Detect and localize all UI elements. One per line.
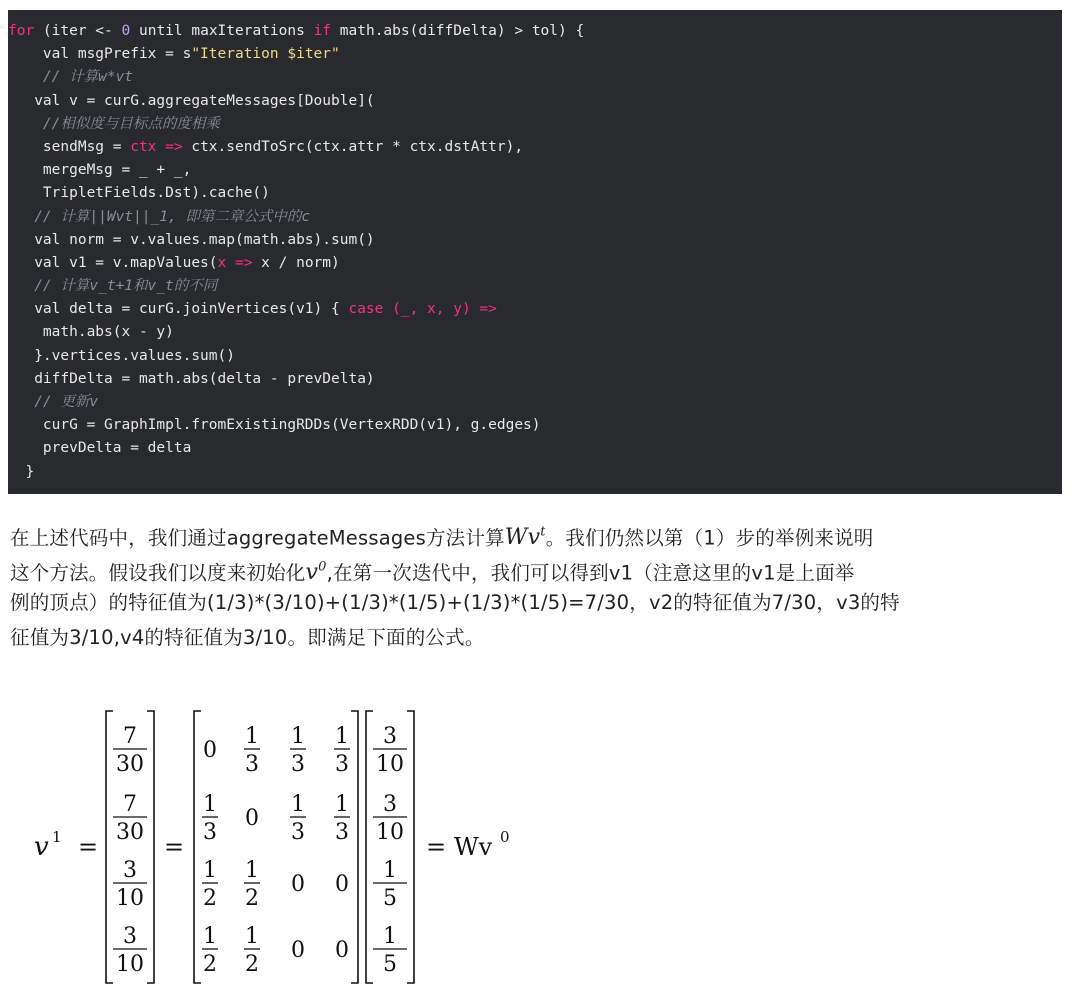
code-line (8, 206, 1062, 229)
fraction-numerator: 1 (335, 792, 349, 817)
right-bracket (407, 711, 414, 983)
fraction-denominator: 3 (291, 752, 305, 777)
matrix-equation (30, 705, 550, 990)
code-token: sendMsg = (8, 138, 131, 155)
code-token: if (313, 23, 332, 39)
fraction-numerator: 1 (245, 724, 259, 749)
code-token: val delta = curG.joinVertices(v1) { (8, 301, 349, 318)
code-line (8, 159, 1062, 182)
math-symbol-v0: $v^0$ (305, 560, 327, 585)
code-token: // 计算||Wvt||_1, 即第二章公式中的c (34, 208, 311, 225)
text-segment: ,在第一次迭代中，我们可以得到v1（注意这里的v1是上面举 (326, 561, 855, 585)
right-bracket (351, 711, 358, 983)
code-token (8, 278, 34, 294)
fraction-denominator: 2 (245, 952, 259, 977)
left-bracket (106, 711, 113, 983)
fraction-denominator: 3 (291, 820, 305, 845)
rhs-superscript: 0 (500, 828, 510, 846)
fraction-denominator: 2 (203, 886, 217, 911)
code-token: diffDelta = math.abs(delta - prevDelta) (8, 370, 375, 387)
fraction-denominator: 3 (245, 752, 259, 777)
code-line (8, 182, 1062, 205)
equation-svg (30, 705, 550, 990)
fraction-numerator: 3 (383, 792, 397, 817)
code-line (8, 321, 1062, 344)
fraction-denominator: 5 (383, 952, 397, 977)
text-segment: 。我们仍然以第（1）步的举例来说明 (545, 526, 874, 550)
right-bracket (147, 711, 154, 983)
code-line (8, 275, 1062, 298)
code-line (8, 414, 1062, 437)
fraction-numerator: 1 (203, 858, 217, 883)
code-token: curG = GraphImpl.fromExistingRDDs(VertexRDD(v1), g.edges) (8, 417, 541, 434)
code-line (8, 113, 1062, 136)
code-token: (iter <- (34, 23, 122, 39)
lhs-superscript: 1 (52, 828, 62, 846)
fraction-numerator: 1 (245, 858, 259, 883)
code-token: prevDelta = delta (8, 440, 192, 457)
fraction-denominator: 3 (335, 752, 349, 777)
fraction-denominator: 5 (383, 886, 397, 911)
fraction-denominator: 2 (203, 952, 217, 977)
code-token: until maxIterations (130, 23, 314, 39)
matrix-entry: 0 (203, 738, 217, 763)
code-line (8, 298, 1062, 321)
fraction-numerator: 1 (291, 792, 305, 817)
fraction-numerator: 7 (123, 724, 137, 749)
fraction-denominator: 3 (335, 820, 349, 845)
fraction-numerator: 1 (335, 724, 349, 749)
code-token: // 计算v_t+1和v_t的不同 (34, 278, 218, 295)
code-token: val norm = v.values.map(math.abs).sum() (8, 231, 375, 248)
text-segment: 这个方法。假设我们以度来初始化 (10, 561, 306, 585)
code-line (8, 66, 1062, 89)
code-line (8, 368, 1062, 391)
code-token (8, 116, 43, 132)
code-token: // 更新v (34, 394, 99, 410)
lhs-symbol: v (34, 832, 49, 862)
code-token: val msgPrefix = s (8, 46, 192, 63)
math-symbol-wvt: Wv$^t$ (504, 525, 546, 550)
code-line (8, 20, 1062, 43)
code-token: case (_, x, y) => (348, 301, 497, 318)
rhs-symbol: Wv (454, 833, 493, 861)
code-line (8, 391, 1062, 414)
code-line (8, 461, 1062, 484)
left-bracket (366, 711, 373, 983)
fraction-numerator: 3 (383, 724, 397, 749)
fraction-numerator: 1 (245, 924, 259, 949)
code-token: x / norm) (252, 254, 340, 271)
code-token: ctx => (130, 138, 183, 155)
fraction-denominator: 3 (203, 820, 217, 845)
fraction-denominator: 2 (245, 886, 259, 911)
fraction-denominator: 10 (116, 952, 144, 977)
code-token: mergeMsg = _ + _, (8, 162, 192, 179)
code-token: }.vertices.values.sum() (8, 347, 235, 364)
code-token: } (8, 463, 35, 480)
code-token (8, 209, 34, 225)
fraction-numerator: 1 (291, 724, 305, 749)
paragraph-line-4: 征值为3/10,v4的特征值为3/10。即满足下面的公式。 (10, 626, 485, 649)
code-line (8, 252, 1062, 275)
paragraph-line-2 (10, 550, 1072, 585)
fraction-numerator: 1 (203, 792, 217, 817)
matrix-entry: 0 (291, 938, 305, 963)
code-line (8, 136, 1062, 159)
code-token: //相似度与目标点的度相乘 (42, 115, 220, 132)
explanation-paragraph (10, 515, 1072, 655)
equals-sign: = (78, 833, 99, 861)
equals-sign: = (164, 833, 185, 861)
fraction-numerator: 7 (123, 792, 137, 817)
code-token (8, 69, 43, 85)
code-token: // 计算w*vt (42, 69, 134, 86)
fraction-denominator: 10 (376, 820, 404, 845)
paragraph-line-3: 例的顶点）的特征值为(1/3)*(3/10)+(1/3)*(1/5)+(1/3)*(1/5)=7/30，v2的特征值为7/30，v3的特 (10, 591, 900, 614)
matrix-entry: 0 (335, 872, 349, 897)
fraction-numerator: 3 (123, 858, 137, 883)
code-token (8, 394, 34, 410)
fraction-numerator: 1 (203, 924, 217, 949)
code-token: math.abs(diffDelta) > tol) { (331, 23, 585, 39)
equals-sign: = (426, 833, 447, 861)
matrix-entry: 0 (291, 872, 305, 897)
code-token: 0 (121, 23, 131, 39)
code-token: TripletFields.Dst).cache() (8, 185, 270, 202)
code-line (8, 229, 1062, 252)
code-line (8, 43, 1062, 66)
fraction-denominator: 10 (376, 752, 404, 777)
fraction-denominator: 30 (116, 820, 144, 845)
fraction-numerator: 3 (123, 924, 137, 949)
fraction-denominator: 30 (116, 752, 144, 777)
code-block (8, 10, 1062, 494)
code-token: for (8, 23, 35, 39)
fraction-denominator: 10 (116, 886, 144, 911)
code-token: x => (217, 254, 253, 271)
code-token: math.abs(x - y) (8, 324, 174, 341)
matrix-entry: 0 (335, 938, 349, 963)
code-token: ctx.sendToSrc(ctx.attr * ctx.dstAttr), (182, 138, 524, 155)
text-segment: 在上述代码中，我们通过aggregateMessages方法计算 (10, 526, 505, 550)
matrix-entry: 0 (245, 806, 259, 831)
code-line (8, 437, 1062, 460)
fraction-numerator: 1 (383, 858, 397, 883)
code-token: "Iteration $iter" (191, 46, 340, 63)
left-bracket (194, 711, 201, 983)
code-line (8, 345, 1062, 368)
code-token: val v = curG.aggregateMessages[Double]( (8, 92, 375, 109)
paragraph-line-1 (10, 515, 1072, 550)
code-token: val v1 = v.mapValues( (8, 254, 218, 271)
fraction-numerator: 1 (383, 924, 397, 949)
code-line (8, 90, 1062, 113)
